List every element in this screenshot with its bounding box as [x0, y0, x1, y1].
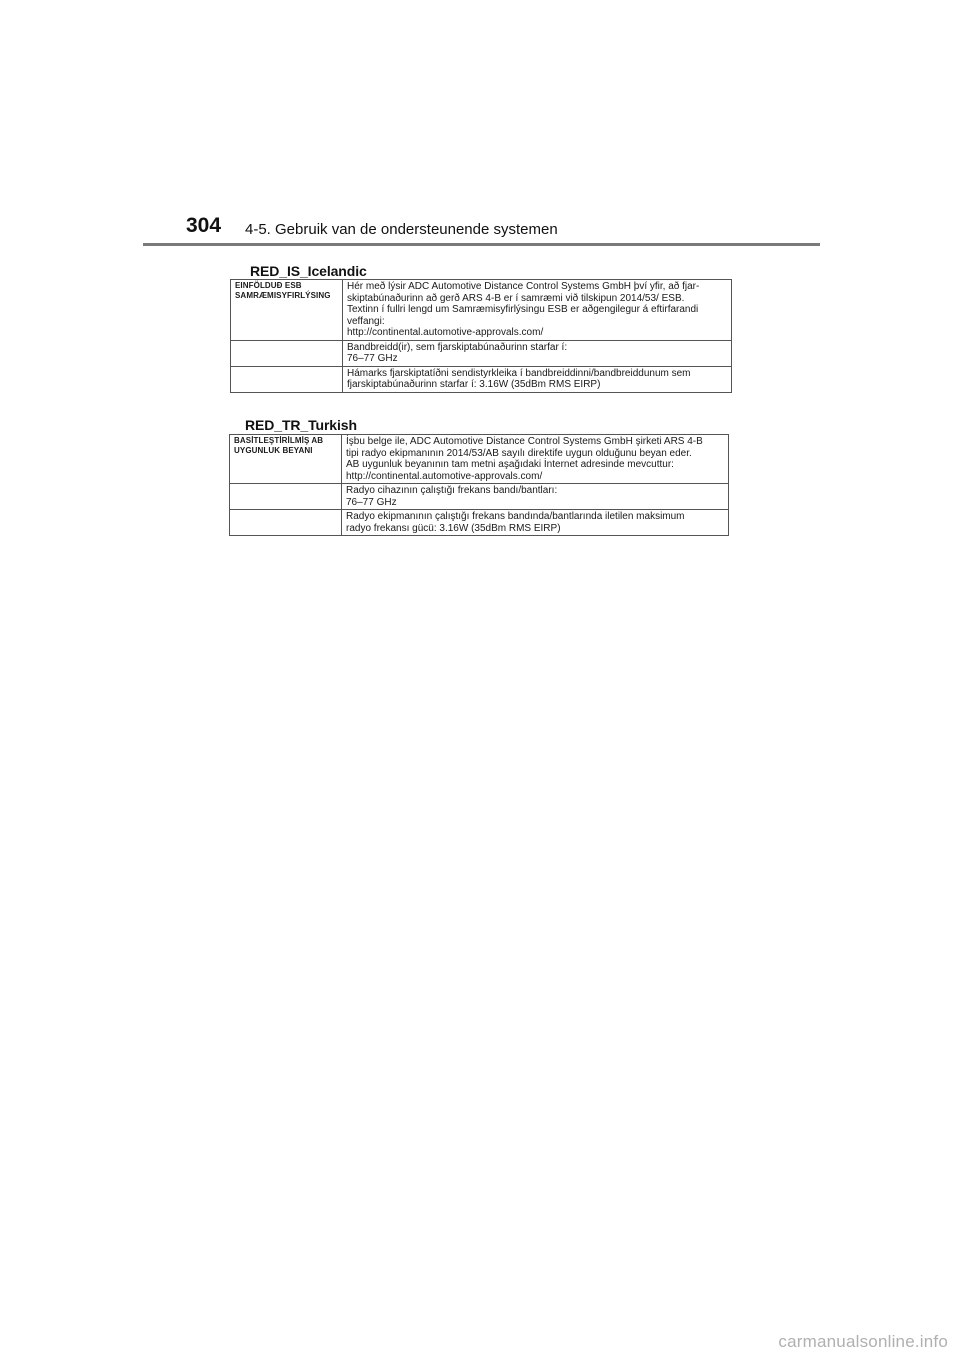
table-label-cell [230, 510, 342, 536]
watermark: carmanualsonline.info [778, 1332, 948, 1351]
table-content-cell [342, 510, 729, 536]
table-content-cell [343, 340, 732, 366]
table-row [230, 510, 729, 536]
table-label-cell [230, 435, 342, 484]
table-content-cell [343, 366, 732, 392]
declaration-table-turkish [229, 434, 729, 536]
content-line: 76–77 GHz [347, 353, 398, 364]
content-line: http://continental.automotive-approvals.com/ [347, 327, 544, 338]
table-row [230, 484, 729, 510]
label-line: EINFÖLDUÐ ESB [235, 281, 302, 290]
content-line: tipi radyo ekipmanının 2014/53/AB sayılı direktife uygun olduğunu beyan eder. [346, 447, 692, 459]
table-row [231, 340, 732, 366]
block-title-turkish: RED_TR_Turkish [245, 417, 357, 433]
table-content-cell [343, 280, 732, 341]
content-line: fjarskiptabúnaðurinn starfar í: 3.16W (35dBm RMS EIRP) [347, 379, 601, 390]
content-line: http://continental.automotive-approvals.com/ [346, 470, 543, 482]
table-content-cell [342, 435, 729, 484]
section-title: 4-5. Gebruik van de ondersteunende systemen [245, 221, 558, 238]
content-line: radyo frekansı gücü: 3.16W (35dBm RMS EIRP) [346, 522, 561, 534]
label-line: UYGUNLUK BEYANI [234, 446, 313, 455]
content-line: Bandbreidd(ir), sem fjarskiptabúnaðurinn starfar í: [347, 341, 568, 353]
label-line: SAMRÆMISYFIRLÝSING [235, 291, 331, 300]
content-line: Radyo cihazının çalıştığı frekans bandı/bantları: [346, 485, 558, 496]
table-label-cell [231, 280, 343, 341]
content-line: Hér með lýsir ADC Automotive Distance Control Systems GmbH því yfir, að fjar- [347, 281, 700, 292]
header-divider [143, 243, 820, 246]
block-title-icelandic: RED_IS_Icelandic [250, 263, 367, 279]
content-line: Textinn í fullri lengd um Samræmisyfirlýsingu ESB er aðgengilegur á eftirfarandi [347, 304, 699, 315]
label-line: BASİTLEŞTİRİLMİŞ AB [234, 436, 324, 445]
table-label-cell [231, 366, 343, 392]
table-label-cell [231, 340, 343, 366]
page-number: 304 [186, 214, 222, 237]
content-line: AB uygunluk beyanının tam metni aşağıdaki İnternet adresinde mevcuttur: [346, 459, 674, 470]
table-row [231, 280, 732, 341]
table-row [231, 366, 732, 392]
content-line: Hámarks fjarskiptatíðni sendistyrkleika í bandbreiddinni/bandbreiddunum sem [347, 367, 691, 379]
content-line: Radyo ekipmanının çalıştığı frekans bandında/bantlarında iletilen maksimum [346, 511, 685, 522]
content-line: veffangi: [347, 315, 385, 327]
declaration-table-icelandic [230, 279, 732, 393]
table-row [230, 435, 729, 484]
content-line: İşbu belge ile, ADC Automotive Distance Control Systems GmbH şirketi ARS 4-B [346, 436, 703, 447]
table-content-cell [342, 484, 729, 510]
table-label-cell [230, 484, 342, 510]
content-line: 76–77 GHz [346, 496, 397, 508]
content-line: skiptabúnaðurinn að gerð ARS 4-B er í samræmi við tilskipun 2014/53/ ESB. [347, 292, 685, 304]
